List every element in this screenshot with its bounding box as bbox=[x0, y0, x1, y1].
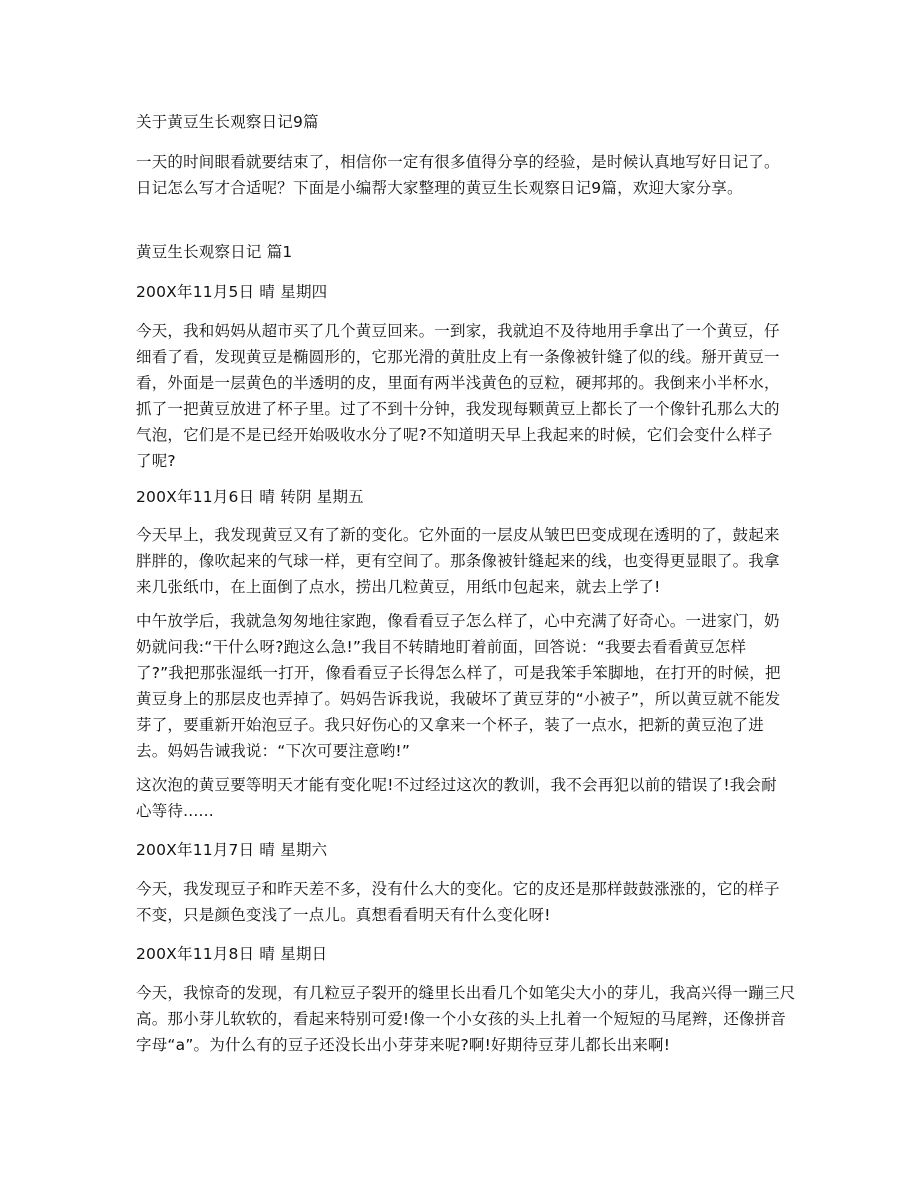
document-title: 关于黄豆生长观察日记9篇 bbox=[136, 113, 319, 131]
entry-paragraph: 这次泡的黄豆要等明天才能有变化呢!不过经过这次的教训，我不会再犯以前的错误了!我会耐心等待...... bbox=[136, 776, 777, 820]
intro-paragraph: 一天的时间眼看就要结束了，相信你一定有很多值得分享的经验，是时候认真地写好日记了。日记怎么写才合适呢？下面是小编帮大家整理的黄豆生长观察日记9篇，欢迎大家分享。 bbox=[136, 153, 780, 197]
entry-paragraph: 今天，我和妈妈从超市买了几个黄豆回来。一到家，我就迫不及待地用手拿出了一个黄豆，仔细看了看，发现黄豆是椭圆形的，它那光滑的黄肚皮上有一条像被针缝了似的线。掰开黄豆一看，外面是一层黄色的半透明的皮，里面有两半浅黄色的豆粒，硬邦邦的。我倒来小半杯水，抓了一把黄豆放进了杯子里。过了不到十分钟，我发现每颗黄豆上都长了一个像针孔那么大的气泡，它们是不是已经开始吸收水分了呢?不知道明天早上我起来的时候，它们会变什么样子了呢? bbox=[136, 322, 780, 470]
entry-date: 200X年11月5日 晴 星期四 bbox=[136, 283, 328, 301]
entry-date: 200X年11月8日 晴 星期日 bbox=[136, 945, 328, 963]
entry-date: 200X年11月7日 晴 星期六 bbox=[136, 841, 328, 859]
entry-date: 200X年11月6日 晴 转阴 星期五 bbox=[136, 488, 364, 506]
entry-paragraph: 今天，我惊奇的发现，有几粒豆子裂开的缝里长出看几个如笔尖大小的芽儿，我高兴得一蹦三尺高。那小芽儿软软的，看起来特别可爱!像一个小女孩的头上扎着一个短短的马尾辫，还像拼音字母“a”。为什么有的豆子还没长出小芽芽来呢?啊!好期待豆芽儿都长出来啊! bbox=[136, 984, 796, 1054]
entry-paragraph: 中午放学后，我就急匆匆地往家跑，像看看豆子怎么样了，心中充满了好奇心。一进家门，奶奶就问我:“干什么呀?跑这么急!”我目不转睛地盯着前面，回答说：“我要去看看黄豆怎样了?”我把那张湿纸一打开，像看看豆子长得怎么样了，可是我笨手笨脚地，在打开的时候，把黄豆身上的那层皮也弄掉了。妈妈告诉我说，我破坏了黄豆芽的“小被子”，所以黄豆就不能发芽了，要重新开始泡豆子。我只好伤心的又拿来一个杯子，装了一点水，把新的黄豆泡了进去。妈妈告诫我说：“下次可要注意哟!” bbox=[136, 612, 781, 760]
entry-paragraph: 今天，我发现豆子和昨天差不多，没有什么大的变化。它的皮还是那样鼓鼓涨涨的，它的样子不变，只是颜色变浅了一点儿。真想看看明天有什么变化呀! bbox=[136, 880, 780, 924]
section-heading: 黄豆生长观察日记 篇1 bbox=[136, 243, 293, 261]
entry-paragraph: 今天早上，我发现黄豆又有了新的变化。它外面的一层皮从皱巴巴变成现在透明的了，鼓起来胖胖的，像吹起来的气球一样，更有空间了。那条像被针缝起来的线，也变得更显眼了。我拿来几张纸巾，在上面倒了点水，捞出几粒黄豆，用纸巾包起来，就去上学了! bbox=[136, 526, 780, 596]
